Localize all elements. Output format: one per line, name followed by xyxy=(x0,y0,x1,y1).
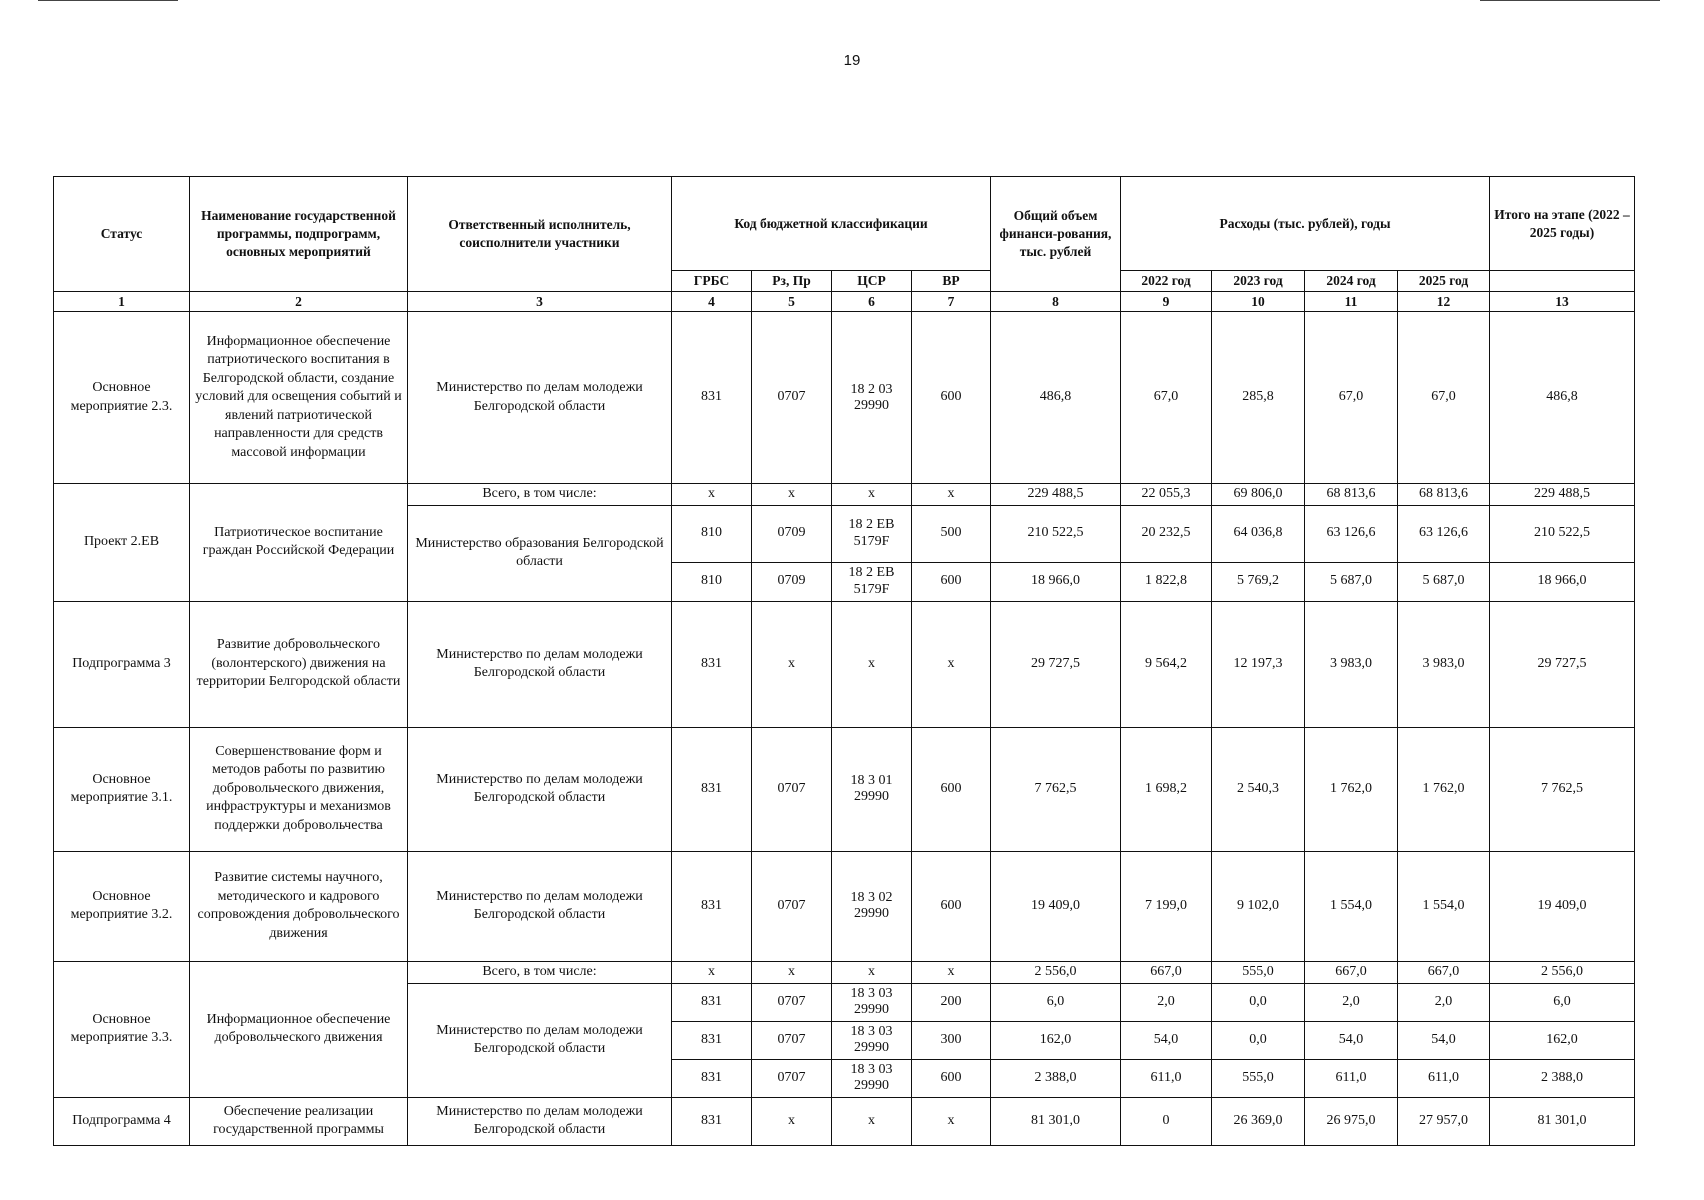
cell-2025: 27 957,0 xyxy=(1398,1097,1490,1145)
cell-2024: 67,0 xyxy=(1305,312,1398,484)
cell-stage-total: 19 409,0 xyxy=(1490,851,1635,961)
cell-csr: x xyxy=(832,1097,912,1145)
column-number: 4 xyxy=(672,291,752,312)
cell-2025: 667,0 xyxy=(1398,961,1490,983)
cell-vr: 600 xyxy=(912,727,991,851)
column-number: 5 xyxy=(752,291,832,312)
cell-grbs: 831 xyxy=(672,601,752,727)
table-row xyxy=(54,1097,1635,1145)
row-executor: Министерство образования Белгородской области xyxy=(408,505,672,601)
header-rzpr: Рз, Пр xyxy=(752,271,832,292)
header-name: Наименование государственной программы, подпрограмм, основных мероприятий xyxy=(190,177,408,292)
cell-csr: 18 3 01 29990 xyxy=(832,727,912,851)
header-executor: Ответственный исполнитель, соисполнители участники xyxy=(408,177,672,292)
cell-total: 2 556,0 xyxy=(991,961,1121,983)
column-number: 8 xyxy=(991,291,1121,312)
cell-2023: 12 197,3 xyxy=(1212,601,1305,727)
header-year-2023: 2023 год xyxy=(1212,271,1305,292)
row-executor-total: Всего, в том числе: xyxy=(408,961,672,983)
cell-rzpr: 0707 xyxy=(752,1021,832,1059)
row-status: Основное мероприятие 2.3. xyxy=(54,312,190,484)
cell-2025: 3 983,0 xyxy=(1398,601,1490,727)
cell-csr: 18 3 03 29990 xyxy=(832,1059,912,1097)
cell-2023: 2 540,3 xyxy=(1212,727,1305,851)
table-row xyxy=(54,727,1635,851)
cell-stage-total: 210 522,5 xyxy=(1490,505,1635,562)
cell-grbs: 810 xyxy=(672,562,752,601)
header-expenses: Расходы (тыс. рублей), годы xyxy=(1121,177,1490,271)
cell-2025: 1 762,0 xyxy=(1398,727,1490,851)
cell-2025: 63 126,6 xyxy=(1398,505,1490,562)
cell-stage-total: 81 301,0 xyxy=(1490,1097,1635,1145)
cell-2025: 68 813,6 xyxy=(1398,484,1490,505)
cell-vr: 600 xyxy=(912,851,991,961)
cell-grbs: 831 xyxy=(672,312,752,484)
cell-2022: 0 xyxy=(1121,1097,1212,1145)
cell-2024: 26 975,0 xyxy=(1305,1097,1398,1145)
cell-grbs: 831 xyxy=(672,1059,752,1097)
cell-2022: 611,0 xyxy=(1121,1059,1212,1097)
cell-stage-total: 2 388,0 xyxy=(1490,1059,1635,1097)
row-name: Информационное обеспечение добровольческого движения xyxy=(190,961,408,1097)
cell-csr: 18 2 03 29990 xyxy=(832,312,912,484)
cell-2024: 63 126,6 xyxy=(1305,505,1398,562)
cell-2023: 555,0 xyxy=(1212,1059,1305,1097)
column-number: 13 xyxy=(1490,291,1635,312)
cell-2022: 22 055,3 xyxy=(1121,484,1212,505)
cell-vr: 300 xyxy=(912,1021,991,1059)
cell-grbs: 831 xyxy=(672,851,752,961)
cell-vr: x xyxy=(912,601,991,727)
header-grbs: ГРБС xyxy=(672,271,752,292)
column-number: 2 xyxy=(190,291,408,312)
cell-csr: 18 2 ЕВ 5179F xyxy=(832,505,912,562)
cell-2024: 667,0 xyxy=(1305,961,1398,983)
header-status: Статус xyxy=(54,177,190,292)
column-number: 11 xyxy=(1305,291,1398,312)
column-number: 1 xyxy=(54,291,190,312)
cell-2022: 2,0 xyxy=(1121,983,1212,1021)
table-row xyxy=(54,601,1635,727)
cell-2025: 1 554,0 xyxy=(1398,851,1490,961)
row-status: Основное мероприятие 3.3. xyxy=(54,961,190,1097)
cell-grbs: 831 xyxy=(672,1021,752,1059)
cell-rzpr: 0709 xyxy=(752,505,832,562)
cell-stage-total: 2 556,0 xyxy=(1490,961,1635,983)
cell-2022: 7 199,0 xyxy=(1121,851,1212,961)
row-name: Совершенствование форм и методов работы по развитию добровольческого движения, инфраструктуры и механизмов поддержки добровольчества xyxy=(190,727,408,851)
cell-2024: 54,0 xyxy=(1305,1021,1398,1059)
row-executor: Министерство по делам молодежи Белгородской области xyxy=(408,1097,672,1145)
cell-2022: 67,0 xyxy=(1121,312,1212,484)
cell-csr: x xyxy=(832,601,912,727)
cell-rzpr: 0709 xyxy=(752,562,832,601)
cell-2023: 64 036,8 xyxy=(1212,505,1305,562)
row-executor: Министерство по делам молодежи Белгородской области xyxy=(408,312,672,484)
cell-2023: 555,0 xyxy=(1212,961,1305,983)
header-stage-blank xyxy=(1490,271,1635,292)
cell-vr: 600 xyxy=(912,562,991,601)
cell-stage-total: 7 762,5 xyxy=(1490,727,1635,851)
cell-2023: 9 102,0 xyxy=(1212,851,1305,961)
cell-2024: 5 687,0 xyxy=(1305,562,1398,601)
cell-stage-total: 18 966,0 xyxy=(1490,562,1635,601)
cell-rzpr: x xyxy=(752,601,832,727)
cell-total: 486,8 xyxy=(991,312,1121,484)
budget-table xyxy=(53,176,1635,1146)
cell-total: 18 966,0 xyxy=(991,562,1121,601)
column-number: 9 xyxy=(1121,291,1212,312)
cell-2022: 667,0 xyxy=(1121,961,1212,983)
cell-rzpr: 0707 xyxy=(752,851,832,961)
header-csr: ЦСР xyxy=(832,271,912,292)
cell-2022: 9 564,2 xyxy=(1121,601,1212,727)
column-number: 3 xyxy=(408,291,672,312)
cell-2022: 20 232,5 xyxy=(1121,505,1212,562)
cell-stage-total: 29 727,5 xyxy=(1490,601,1635,727)
cell-2022: 1 698,2 xyxy=(1121,727,1212,851)
cell-rzpr: 0707 xyxy=(752,312,832,484)
row-status: Основное мероприятие 3.1. xyxy=(54,727,190,851)
column-number: 6 xyxy=(832,291,912,312)
cell-total: 19 409,0 xyxy=(991,851,1121,961)
cell-2024: 611,0 xyxy=(1305,1059,1398,1097)
cell-rzpr: 0707 xyxy=(752,983,832,1021)
table-row xyxy=(54,484,1635,505)
header-year-2022: 2022 год xyxy=(1121,271,1212,292)
cell-rzpr: 0707 xyxy=(752,727,832,851)
cell-csr: 18 3 03 29990 xyxy=(832,983,912,1021)
cell-vr: x xyxy=(912,961,991,983)
cell-grbs: 810 xyxy=(672,505,752,562)
header-budget-code: Код бюджетной классификации xyxy=(672,177,991,271)
cell-vr: 200 xyxy=(912,983,991,1021)
row-status: Основное мероприятие 3.2. xyxy=(54,851,190,961)
cell-2025: 611,0 xyxy=(1398,1059,1490,1097)
cell-2023: 0,0 xyxy=(1212,1021,1305,1059)
cell-grbs: 831 xyxy=(672,1097,752,1145)
cell-csr: x xyxy=(832,484,912,505)
header-year-2024: 2024 год xyxy=(1305,271,1398,292)
cell-total: 162,0 xyxy=(991,1021,1121,1059)
cell-csr: 18 2 ЕВ 5179F xyxy=(832,562,912,601)
header-stage-total: Итого на этапе (2022 – 2025 годы) xyxy=(1490,177,1635,271)
page-number: 19 xyxy=(843,52,861,69)
cell-grbs: 831 xyxy=(672,727,752,851)
top-border-right xyxy=(1480,0,1660,1)
cell-csr: x xyxy=(832,961,912,983)
cell-2022: 1 822,8 xyxy=(1121,562,1212,601)
cell-rzpr: x xyxy=(752,484,832,505)
cell-vr: x xyxy=(912,1097,991,1145)
cell-2023: 69 806,0 xyxy=(1212,484,1305,505)
cell-total: 6,0 xyxy=(991,983,1121,1021)
table-row xyxy=(54,851,1635,961)
cell-2025: 2,0 xyxy=(1398,983,1490,1021)
cell-csr: 18 3 03 29990 xyxy=(832,1021,912,1059)
column-number: 10 xyxy=(1212,291,1305,312)
row-status: Проект 2.ЕВ xyxy=(54,484,190,601)
cell-vr: 600 xyxy=(912,1059,991,1097)
cell-2024: 1 762,0 xyxy=(1305,727,1398,851)
row-executor: Министерство по делам молодежи Белгородской области xyxy=(408,601,672,727)
cell-vr: 600 xyxy=(912,312,991,484)
cell-rzpr: 0707 xyxy=(752,1059,832,1097)
cell-rzpr: x xyxy=(752,961,832,983)
cell-total: 29 727,5 xyxy=(991,601,1121,727)
cell-2024: 1 554,0 xyxy=(1305,851,1398,961)
cell-2023: 285,8 xyxy=(1212,312,1305,484)
cell-vr: x xyxy=(912,484,991,505)
table-row xyxy=(54,961,1635,983)
cell-total: 229 488,5 xyxy=(991,484,1121,505)
row-status: Подпрограмма 3 xyxy=(54,601,190,727)
cell-total: 2 388,0 xyxy=(991,1059,1121,1097)
header-vr: ВР xyxy=(912,271,991,292)
cell-stage-total: 6,0 xyxy=(1490,983,1635,1021)
row-executor-total: Всего, в том числе: xyxy=(408,484,672,505)
cell-2024: 3 983,0 xyxy=(1305,601,1398,727)
cell-grbs: x xyxy=(672,961,752,983)
row-name: Развитие системы научного, методического и кадрового сопровождения добровольческого движения xyxy=(190,851,408,961)
cell-2025: 67,0 xyxy=(1398,312,1490,484)
column-number: 12 xyxy=(1398,291,1490,312)
row-name: Развитие добровольческого (волонтерского) движения на территории Белгородской области xyxy=(190,601,408,727)
row-executor: Министерство по делам молодежи Белгородской области xyxy=(408,851,672,961)
cell-rzpr: x xyxy=(752,1097,832,1145)
cell-2023: 5 769,2 xyxy=(1212,562,1305,601)
table-row xyxy=(54,312,1635,484)
column-number: 7 xyxy=(912,291,991,312)
cell-total: 81 301,0 xyxy=(991,1097,1121,1145)
row-name: Патриотическое воспитание граждан Российской Федерации xyxy=(190,484,408,601)
row-status: Подпрограмма 4 xyxy=(54,1097,190,1145)
cell-2024: 68 813,6 xyxy=(1305,484,1398,505)
cell-2025: 5 687,0 xyxy=(1398,562,1490,601)
row-name: Информационное обеспечение патриотического воспитания в Белгородской области, создание условий для освещения событий и явлений патриотической направленности для средств массовой информации xyxy=(190,312,408,484)
cell-2024: 2,0 xyxy=(1305,983,1398,1021)
cell-total: 210 522,5 xyxy=(991,505,1121,562)
cell-stage-total: 229 488,5 xyxy=(1490,484,1635,505)
cell-2025: 54,0 xyxy=(1398,1021,1490,1059)
header-year-2025: 2025 год xyxy=(1398,271,1490,292)
row-name: Обеспечение реализации государственной программы xyxy=(190,1097,408,1145)
cell-2022: 54,0 xyxy=(1121,1021,1212,1059)
cell-csr: 18 3 02 29990 xyxy=(832,851,912,961)
header-total-volume: Общий объем финанси-рования, тыс. рублей xyxy=(991,177,1121,292)
cell-2023: 26 369,0 xyxy=(1212,1097,1305,1145)
cell-2023: 0,0 xyxy=(1212,983,1305,1021)
cell-stage-total: 162,0 xyxy=(1490,1021,1635,1059)
row-executor: Министерство по делам молодежи Белгородской области xyxy=(408,727,672,851)
cell-vr: 500 xyxy=(912,505,991,562)
cell-total: 7 762,5 xyxy=(991,727,1121,851)
cell-stage-total: 486,8 xyxy=(1490,312,1635,484)
row-executor: Министерство по делам молодежи Белгородской области xyxy=(408,983,672,1097)
cell-grbs: 831 xyxy=(672,983,752,1021)
cell-grbs: x xyxy=(672,484,752,505)
top-border-left xyxy=(38,0,178,1)
